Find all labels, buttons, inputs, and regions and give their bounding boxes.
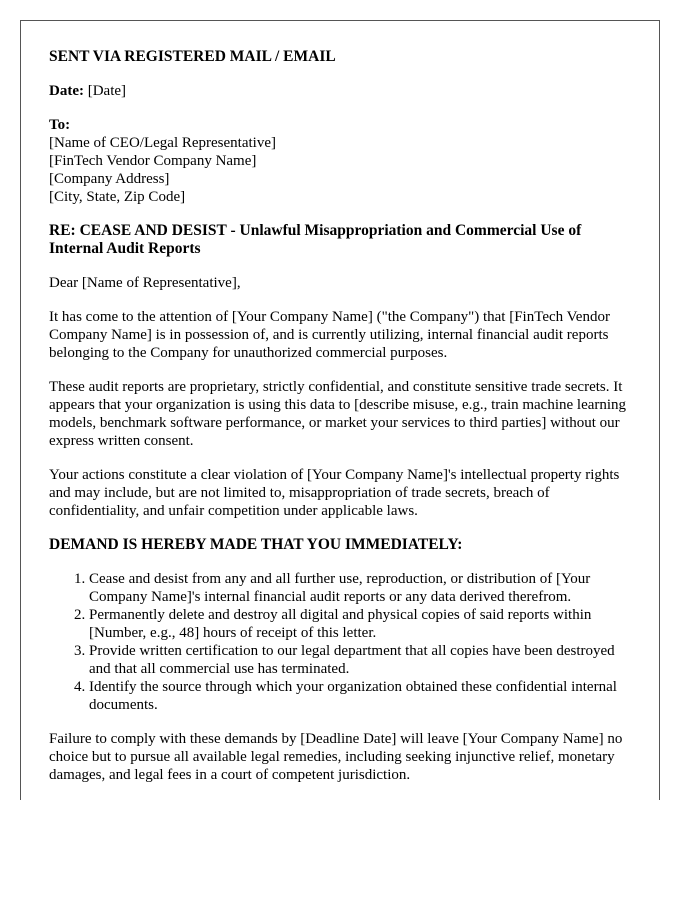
subject-line: RE: CEASE AND DESIST - Unlawful Misappropriation and Commercial Use of Internal Audit Reports <box>49 222 582 257</box>
demand-heading: DEMAND IS HEREBY MADE THAT YOU IMMEDIATELY: <box>49 536 463 553</box>
demand-item: 1. Cease and desist from any and all further use, reproduction, or distribution of [Your Company Name]'s internal financial audit reports or any data derived therefrom. <box>89 570 631 606</box>
demand-list <box>49 570 631 714</box>
demand-item: 2. Permanently delete and destroy all digital and physical copies of said reports within [Number, e.g., 48] hours of receipt of this letter. <box>89 606 631 642</box>
body-paragraph: It has come to the attention of [Your Company Name] ("the Company") that [FinTech Vendor Company Name] is in possession of, and is currently utilizing, internal financial audit reports belonging to the Company for unauthorized commercial purposes. <box>49 309 610 361</box>
recipient-address: [Company Address] <box>49 171 170 187</box>
demand-item: 4. Identify the source through which your organization obtained these confidential internal documents. <box>89 678 631 714</box>
salutation: Dear [Name of Representative], <box>49 275 241 291</box>
body-paragraph: Your actions constitute a clear violation of [Your Company Name]'s intellectual property rights and may include, but are not limited to, misappropriation of trade secrets, breach of confidentiality, and unfair competition under applicable laws. <box>49 467 620 519</box>
date-line <box>49 82 631 100</box>
demand-item: 3. Provide written certification to our legal department that all copies have been destroyed and that all commercial use has terminated. <box>89 642 631 678</box>
recipient-city: [City, State, Zip Code] <box>49 189 186 205</box>
recipient-name: [Name of CEO/Legal Representative] <box>49 135 276 151</box>
recipient-company: [FinTech Vendor Company Name] <box>49 153 257 169</box>
body-paragraph: These audit reports are proprietary, strictly confidential, and constitute sensitive trade secrets. It appears that your organization is using this data to [describe misuse, e.g., train machine learning models, benchmark software performance, or market your services to third parties] without our express written consent. <box>49 379 627 449</box>
letter-page <box>20 20 660 800</box>
recipient-block <box>49 116 631 206</box>
date-label: Date: <box>49 83 84 99</box>
date-value: [Date] <box>87 83 127 99</box>
closing-paragraph: Failure to comply with these demands by [Deadline Date] will leave [Your Company Name] no choice but to pursue all available legal remedies, including seeking injunctive relief, monetary damages, and legal fees in a court of competent jurisdiction. <box>49 731 623 783</box>
to-label: To: <box>49 117 71 133</box>
delivery-header: SENT VIA REGISTERED MAIL / EMAIL <box>49 48 336 65</box>
